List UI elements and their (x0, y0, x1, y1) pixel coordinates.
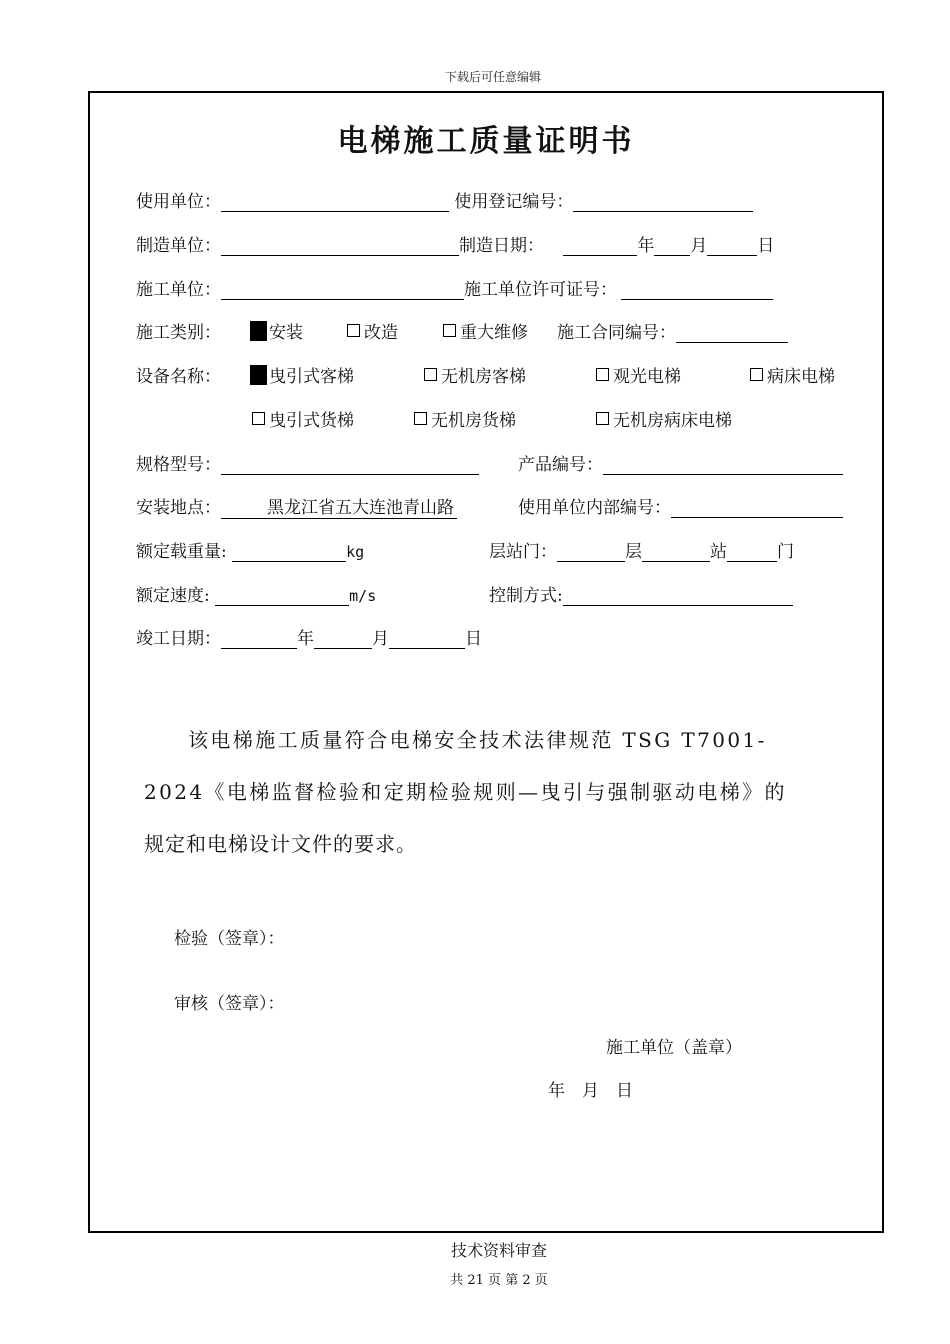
row-model (136, 450, 479, 475)
site-value[interactable]: 黑龙江省五大连池青山路 (221, 493, 457, 519)
row-constructor (136, 275, 773, 300)
finish-day-field[interactable] (389, 629, 465, 649)
license-no-label: 施工单位许可证号： (464, 280, 617, 300)
make-month-unit: 月 (690, 236, 708, 256)
license-no-field[interactable] (621, 280, 773, 300)
floor-unit: 层 (625, 542, 642, 562)
maker-field[interactable] (221, 236, 459, 256)
contract-no-label: 施工合同编号： (557, 323, 676, 343)
station-unit: 站 (710, 542, 727, 562)
row-contract-no (557, 318, 788, 343)
finish-month-unit: 月 (372, 629, 389, 649)
control-field[interactable] (563, 586, 793, 606)
finish-year-field[interactable] (221, 629, 297, 649)
inspect-signature-label: 检验（签章）： (174, 929, 285, 949)
make-day-field[interactable] (707, 236, 757, 256)
user-unit-label: 使用单位： (136, 192, 221, 212)
work-type-option-repair[interactable]: 重大维修 (443, 318, 528, 343)
load-unit: kg (346, 543, 365, 561)
make-year-field[interactable] (563, 236, 637, 256)
internal-no-label: 使用单位内部编号： (518, 498, 671, 518)
finish-date-label: 竣工日期： (136, 629, 221, 649)
statement-line-2: 2024《电梯监督检验和定期检验规则—曳引与强制驱动电梯》的 (144, 780, 787, 804)
device-option-mrl-passenger[interactable]: 无机房客梯 (424, 362, 526, 387)
make-year-unit: 年 (637, 236, 655, 256)
speed-label: 额定速度: (136, 586, 210, 606)
statement-line-3: 规定和电梯设计文件的要求。 (144, 832, 417, 856)
work-type-option-modify[interactable]: 改造 (347, 318, 398, 343)
footer-page-number: 共 21 页 第 2 页 (450, 1273, 548, 1288)
model-label: 规格型号： (136, 455, 221, 475)
control-label: 控制方式: (489, 586, 563, 606)
load-label: 额定载重量: (136, 542, 227, 562)
reg-no-field[interactable] (573, 192, 753, 212)
row-floors (489, 537, 794, 562)
device-option-traction-passenger[interactable]: 曳引式客梯 (250, 362, 354, 387)
row-load (136, 537, 364, 562)
checkbox-icon (443, 324, 456, 337)
device-option-mrl-freight[interactable]: 无机房货梯 (414, 406, 516, 431)
checkbox-icon (347, 324, 360, 337)
row-control (489, 581, 793, 606)
seal-date-line: 年 月 日 (548, 1081, 633, 1101)
certificate-frame (88, 91, 884, 1233)
work-type-option-install[interactable]: 安装 (250, 318, 303, 343)
footer-section: 技术资料审查 (450, 1241, 547, 1260)
make-date-label: 制造日期： (459, 236, 544, 256)
finish-month-field[interactable] (314, 629, 372, 649)
user-unit-field[interactable] (221, 192, 449, 212)
checkbox-icon (750, 368, 763, 381)
maker-label: 制造单位： (136, 236, 221, 256)
constructor-label: 施工单位： (136, 280, 221, 300)
row-internal-no (518, 493, 843, 518)
station-count-field[interactable] (642, 542, 710, 562)
statement-line-1: 该电梯施工质量符合电梯安全技术法律规范 TSG T7001- (188, 728, 767, 752)
device-option-panoramic[interactable]: 观光电梯 (596, 362, 681, 387)
make-month-field[interactable] (654, 236, 690, 256)
work-type-label: 施工类别： (136, 323, 221, 343)
load-field[interactable] (232, 542, 346, 562)
device-option-bed[interactable]: 病床电梯 (750, 362, 835, 387)
product-no-label: 产品编号： (518, 455, 603, 475)
floors-label: 层站门： (489, 542, 557, 562)
row-maker (136, 231, 774, 256)
make-day-unit: 日 (757, 236, 775, 256)
header-note: 下载后可任意编辑 (444, 70, 541, 84)
internal-no-field[interactable] (671, 498, 843, 518)
review-signature-label: 审核（签章）： (174, 994, 285, 1014)
site-label: 安装地点： (136, 498, 221, 518)
checkbox-icon (414, 412, 427, 425)
product-no-field[interactable] (603, 455, 843, 475)
checkbox-icon (252, 412, 265, 425)
floor-count-field[interactable] (557, 542, 625, 562)
reg-no-label: 使用登记编号： (454, 192, 574, 212)
checkbox-checked-icon (250, 365, 267, 385)
contract-no-field[interactable] (676, 323, 788, 343)
row-product-no (518, 450, 843, 475)
device-name-label: 设备名称： (136, 367, 221, 387)
door-count-field[interactable] (727, 542, 777, 562)
row-site (136, 493, 457, 519)
door-unit: 门 (777, 542, 794, 562)
row-user-unit (136, 187, 753, 212)
speed-field[interactable] (215, 586, 349, 606)
constructor-field[interactable] (221, 280, 464, 300)
checkbox-checked-icon (250, 321, 267, 341)
page-title: 电梯施工质量证明书 (337, 124, 635, 159)
speed-unit: m/s (349, 587, 377, 605)
row-finish-date (136, 624, 482, 649)
model-field[interactable] (221, 455, 479, 475)
checkbox-icon (424, 368, 437, 381)
row-speed (136, 581, 376, 606)
finish-day-unit: 日 (465, 629, 482, 649)
device-option-traction-freight[interactable]: 曳引式货梯 (252, 406, 354, 431)
checkbox-icon (596, 368, 609, 381)
checkbox-icon (596, 412, 609, 425)
finish-year-unit: 年 (297, 629, 314, 649)
unit-seal-label: 施工单位（盖章） (606, 1038, 742, 1058)
device-option-mrl-bed[interactable]: 无机房病床电梯 (596, 406, 732, 431)
